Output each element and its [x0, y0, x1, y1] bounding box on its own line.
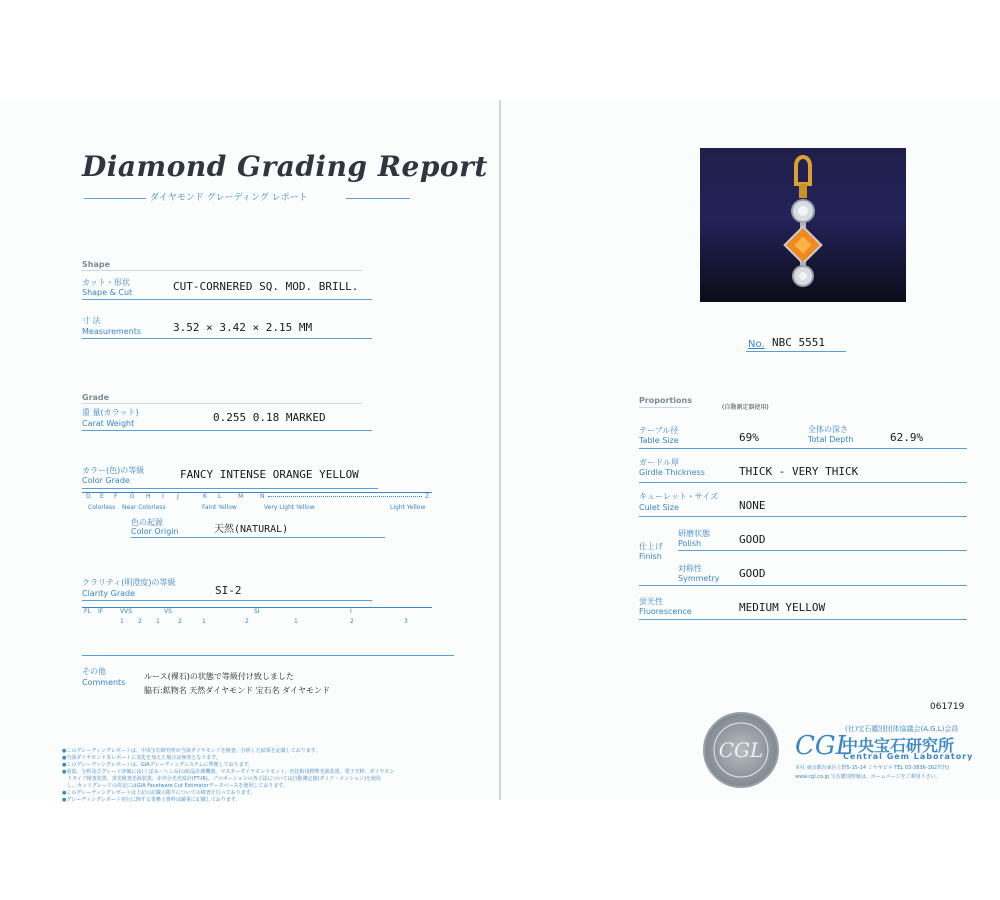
polish-label-en: Polish [678, 539, 702, 548]
carat-label-en: Carat Weight [82, 419, 135, 428]
color-scale-letter: Z [425, 493, 430, 500]
pendant-illustration [700, 148, 906, 302]
fluorescence-label-en: Fluorescence [639, 607, 692, 616]
cgl-logo [795, 722, 853, 762]
footnote: ●このグレーディングレポートは、中央宝石研究所が当該ダイヤモンドを検査、分析した結果を記載しております。 [62, 748, 321, 754]
finish-label-en: Finish [639, 552, 662, 561]
depth-label-jp: 全体の深さ [808, 425, 848, 434]
clarity-scale-sub: 2 [350, 618, 354, 625]
lab-address: 本社 東京都台東区上野5-15-14 ミヤギビル TEL 03-3836-1627(代) [795, 765, 950, 771]
lab-web: www.cgl.co.jp 宝石鑑別情報は、ホームページをご利用下さい。 [795, 774, 941, 780]
measurements-value: 3.52 × 3.42 × 2.15 MM [173, 321, 313, 334]
finish-label-jp: 仕上げ [639, 542, 663, 551]
clarity-scale [82, 607, 432, 627]
color-scale-letter: N [260, 493, 265, 500]
footnotes [62, 748, 394, 804]
color-scale-letter: F [114, 493, 118, 500]
color-scale [82, 492, 432, 514]
culet-value: NONE [739, 499, 766, 512]
symmetry-label-en: Symmetry [678, 574, 720, 583]
clarity-label-en: Clarity Grade [82, 589, 136, 598]
clarity-scale-sub: 2 [178, 618, 182, 625]
origin-label-jp: 色の起源 [131, 518, 163, 527]
footnote: ●このグレーディングレポートは、GIAグレーディングシステムに準拠しております。 [62, 762, 254, 768]
clarity-scale-grade: I [350, 608, 352, 615]
footnote: ●このグレーディングレポートは上記の記載の限りについての検査を行っております。 [62, 790, 256, 796]
culet-label-jp: キューレット・サイズ [639, 492, 719, 501]
comments-line-1: ルース(裸石)の状態で等級付け致しました [144, 672, 294, 681]
footnote: ●重量、分析及びグレード評価には(くぼみ・へこみ)の結晶計測機器、マスターダイヤモンドセット、色比較用標準光源装置、電子天秤、ダイヤモン [62, 769, 395, 775]
proportions-note: (自動測定器使用) [722, 404, 769, 411]
clarity-scale-grade: VVS [120, 608, 133, 615]
clarity-scale-sub: 1 [294, 618, 298, 625]
table-label-jp: テーブル径 [639, 426, 679, 435]
serial-number: 061719 [930, 702, 965, 712]
svg-text:CGL: CGL [795, 731, 853, 761]
lab-association: (社)宝石鑑別団体協議会(A.G.L)会員 [845, 725, 959, 733]
report-number-label: No. [748, 339, 765, 350]
polish-value: GOOD [739, 533, 766, 546]
laboratory-seal [703, 712, 779, 788]
clarity-scale-sub: 2 [245, 618, 249, 625]
clarity-scale-sub: 1 [156, 618, 160, 625]
table-label-en: Table Size [639, 436, 679, 445]
color-scale-group: Very Light Yellow [264, 504, 315, 511]
shape-section-label: Shape [82, 260, 111, 269]
color-scale-letter: K [203, 493, 207, 500]
polish-label-jp: 研磨状態 [678, 529, 710, 538]
clarity-label-jp: クラリティ(明澄度)の等級 [82, 578, 176, 587]
color-value: FANCY INTENSE ORANGE YELLOW [180, 468, 359, 481]
clarity-scale-sub: 1 [120, 618, 124, 625]
girdle-label-jp: ガードル厚 [639, 458, 679, 467]
shape-label-jp: カット・形状 [82, 278, 130, 287]
color-scale-group: Light Yellow [390, 504, 426, 511]
color-scale-group: Near Colorless [122, 504, 166, 511]
report-subtitle: ダイヤモンド グレーディング レポート [150, 193, 308, 203]
clarity-scale-sub: 2 [138, 618, 142, 625]
carat-label-jp: 重 量(カラット) [82, 408, 139, 417]
clarity-scale-sub: 1 [202, 618, 206, 625]
girdle-value: THICK - VERY THICK [739, 465, 859, 478]
depth-label-en: Total Depth [808, 435, 854, 444]
culet-label-en: Culet Size [639, 503, 679, 512]
footnote: ●当該ダイヤモンド本レポートに変化を加えた場合は無効となります。 [62, 755, 221, 761]
grade-section-label: Grade [82, 393, 110, 402]
footnote: ●グレーディングレポート発行に関する業務上資料は厳重に記載しております。 [62, 797, 241, 803]
lab-name-jp: 中央宝石研究所 [842, 736, 955, 755]
fluorescence-value: MEDIUM YELLOW [739, 601, 826, 614]
color-scale-letter: D [86, 493, 91, 500]
clarity-scale-grade: IF [98, 608, 104, 615]
color-scale-letter: E [100, 493, 104, 500]
color-scale-letter: J [177, 493, 179, 500]
carat-value: 0.255 0.18 MARKED [213, 411, 326, 424]
comments-label-en: Comments [82, 678, 126, 687]
pendant-photo [700, 148, 906, 302]
measurements-label-en: Measurements [82, 327, 142, 336]
color-label-jp: カラー(色)の等級 [82, 466, 145, 475]
color-scale-letter: H [146, 493, 151, 500]
footnote: ドタイプ検査装置、蛍光検査光源装置、赤外分光光度計(FT-IR)、プロポーションの各寸法については自動測定器(ダイア・メンション)を使用 [62, 776, 381, 782]
shape-label-en: Shape & Cut [82, 288, 133, 297]
report-title: Diamond Grading Report [82, 150, 488, 183]
clarity-value: SI-2 [215, 584, 242, 597]
svg-text:CGL: CGL [718, 738, 764, 762]
lab-name-en: Central Gem Laboratory [843, 752, 974, 761]
measurements-label-jp: 寸 法 [82, 316, 101, 325]
symmetry-label-jp: 対称性 [678, 564, 702, 573]
origin-value: 天然(NATURAL) [214, 524, 289, 535]
origin-label-en: Color Origin [131, 527, 179, 536]
comments-label-jp: その他 [82, 667, 106, 676]
report-number: NBC 5551 [772, 336, 825, 349]
color-scale-letter: M [238, 493, 244, 500]
shape-value: CUT-CORNERED SQ. MOD. BRILL. [173, 280, 359, 293]
color-scale-group: Colorless [88, 504, 116, 511]
center-fold [499, 100, 501, 800]
proportions-section-label: Proportions [639, 396, 692, 405]
clarity-scale-grade: FL [84, 608, 91, 615]
girdle-label-en: Girdle Thickness [639, 468, 705, 477]
symmetry-value: GOOD [739, 567, 766, 580]
color-scale-letter: L [218, 493, 222, 500]
fluorescence-label-jp: 蛍光性 [639, 597, 663, 606]
clarity-scale-sub: 3 [404, 618, 408, 625]
color-scale-letter: G [130, 493, 135, 500]
comments-line-2: 脇石:鉱物名 天然ダイヤモンド 宝石名 ダイヤモンド [144, 686, 331, 695]
clarity-scale-grade: SI [254, 608, 260, 615]
color-scale-group: Faint Yellow [202, 504, 237, 511]
depth-value: 62.9% [890, 431, 924, 444]
color-label-en: Color Grade [82, 476, 130, 485]
footnote: し、カットグレードの決定にはGIA Facetware Cut Estimatorデータベースを使用しております。 [62, 783, 288, 789]
table-value: 69% [739, 431, 759, 444]
clarity-scale-grade: VS [164, 608, 172, 615]
color-scale-letter: I [162, 493, 164, 500]
